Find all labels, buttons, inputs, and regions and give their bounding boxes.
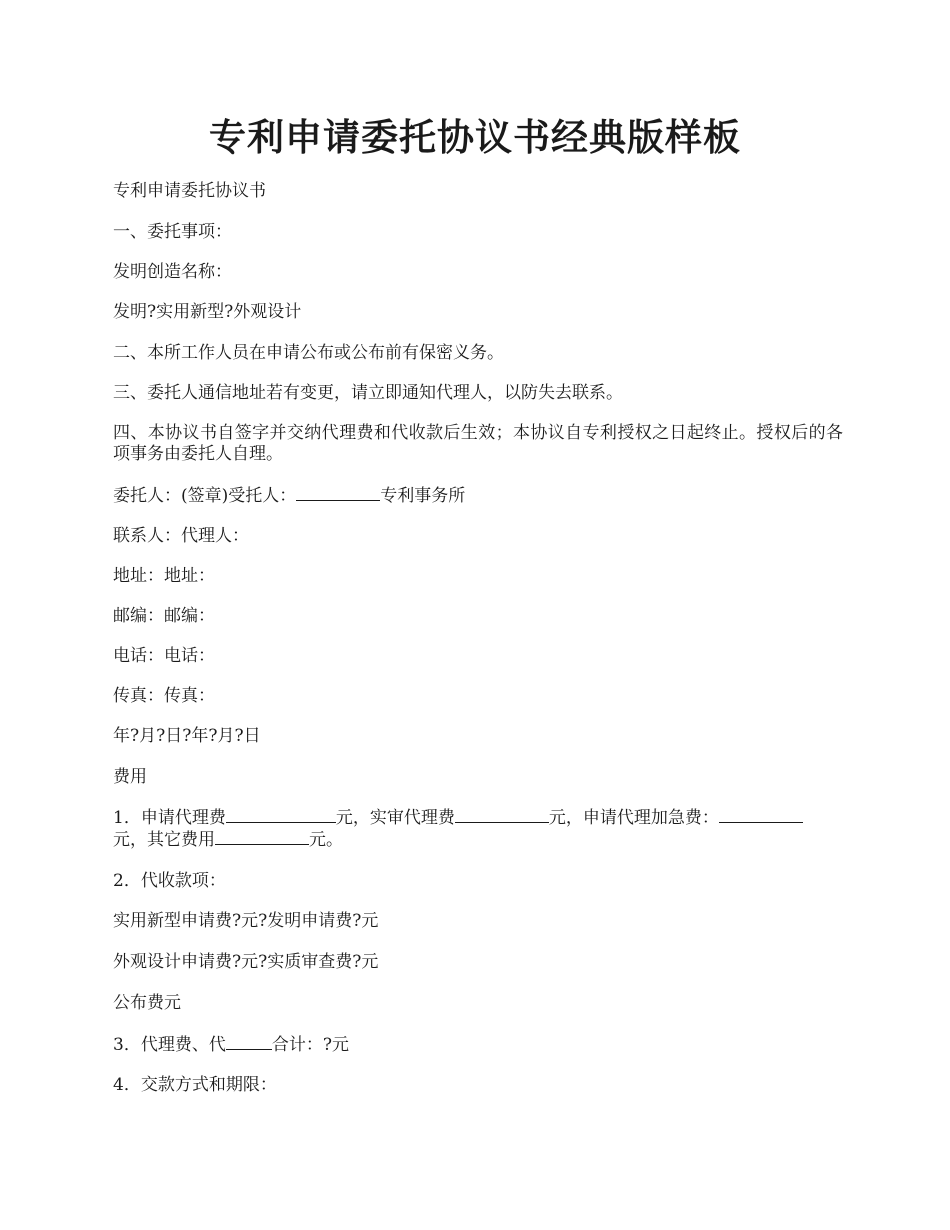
fee-item-1-row2 xyxy=(113,829,843,851)
subtitle: 专利申请委托协议书 xyxy=(113,181,266,201)
signatory-line xyxy=(113,485,843,507)
date-line: 年?月?日?年?月?日 xyxy=(113,726,261,746)
clause-4: 四、本协议书自签字并交纳代理费和代收款后生效；本协议自专利授权之日起终止。授权后的各项事务由委托人自理。 xyxy=(113,423,843,464)
fee-item-1-label: 1．申请代理费 xyxy=(113,808,226,828)
document-title: 专利申请委托协议书经典版样板 xyxy=(209,115,741,159)
clause-3: 三、委托人通信地址若有变更，请立即通知代理人，以防失去联系。 xyxy=(113,383,623,403)
phone-line: 电话：电话： xyxy=(113,646,215,666)
fee-item-1-other: 元，其它费用 xyxy=(113,830,215,850)
agency-label: 专利事务所 xyxy=(380,486,466,506)
fee-item-4: 4．交款方式和期限： xyxy=(113,1075,277,1095)
fee-item-1-exam: 元，实审代理费 xyxy=(335,808,455,828)
address-line: 地址：地址： xyxy=(113,566,215,586)
fees-heading: 费用 xyxy=(113,767,147,787)
fee-item-1-row1 xyxy=(113,807,843,829)
fee-item-3 xyxy=(113,1034,843,1056)
fee-utility-invention: 实用新型申请费?元?发明申请费?元 xyxy=(113,911,379,931)
fee-item-1-urgent: 元，申请代理加急费： xyxy=(548,808,719,828)
contact-line: 联系人：代理人： xyxy=(113,526,249,546)
blank-field xyxy=(719,807,803,823)
fax-line: 传真：传真： xyxy=(113,686,215,706)
blank-field xyxy=(296,485,380,501)
signatory-label: 委托人：(签章)受托人： xyxy=(113,486,297,506)
blank-field xyxy=(226,807,336,823)
blank-field xyxy=(226,1034,272,1050)
section-heading-1: 一、委托事项： xyxy=(113,222,232,242)
fee-item-3-label: 3．代理费、代 xyxy=(113,1035,226,1055)
blank-field xyxy=(215,829,309,845)
fee-item-3-total: 合计：?元 xyxy=(271,1035,349,1055)
fee-design-exam: 外观设计申请费?元?实质审查费?元 xyxy=(113,952,379,972)
invention-name-line: 发明创造名称： xyxy=(113,262,232,282)
fee-item-1-end: 元。 xyxy=(309,830,343,850)
fee-item-2: 2．代收款项： xyxy=(113,871,226,891)
patent-type-line: 发明?实用新型?外观设计 xyxy=(113,302,302,322)
clause-2: 二、本所工作人员在申请公布或公布前有保密义务。 xyxy=(113,343,504,363)
fee-publication: 公布费元 xyxy=(113,993,181,1013)
postcode-line: 邮编：邮编： xyxy=(113,606,215,626)
blank-field xyxy=(455,807,549,823)
